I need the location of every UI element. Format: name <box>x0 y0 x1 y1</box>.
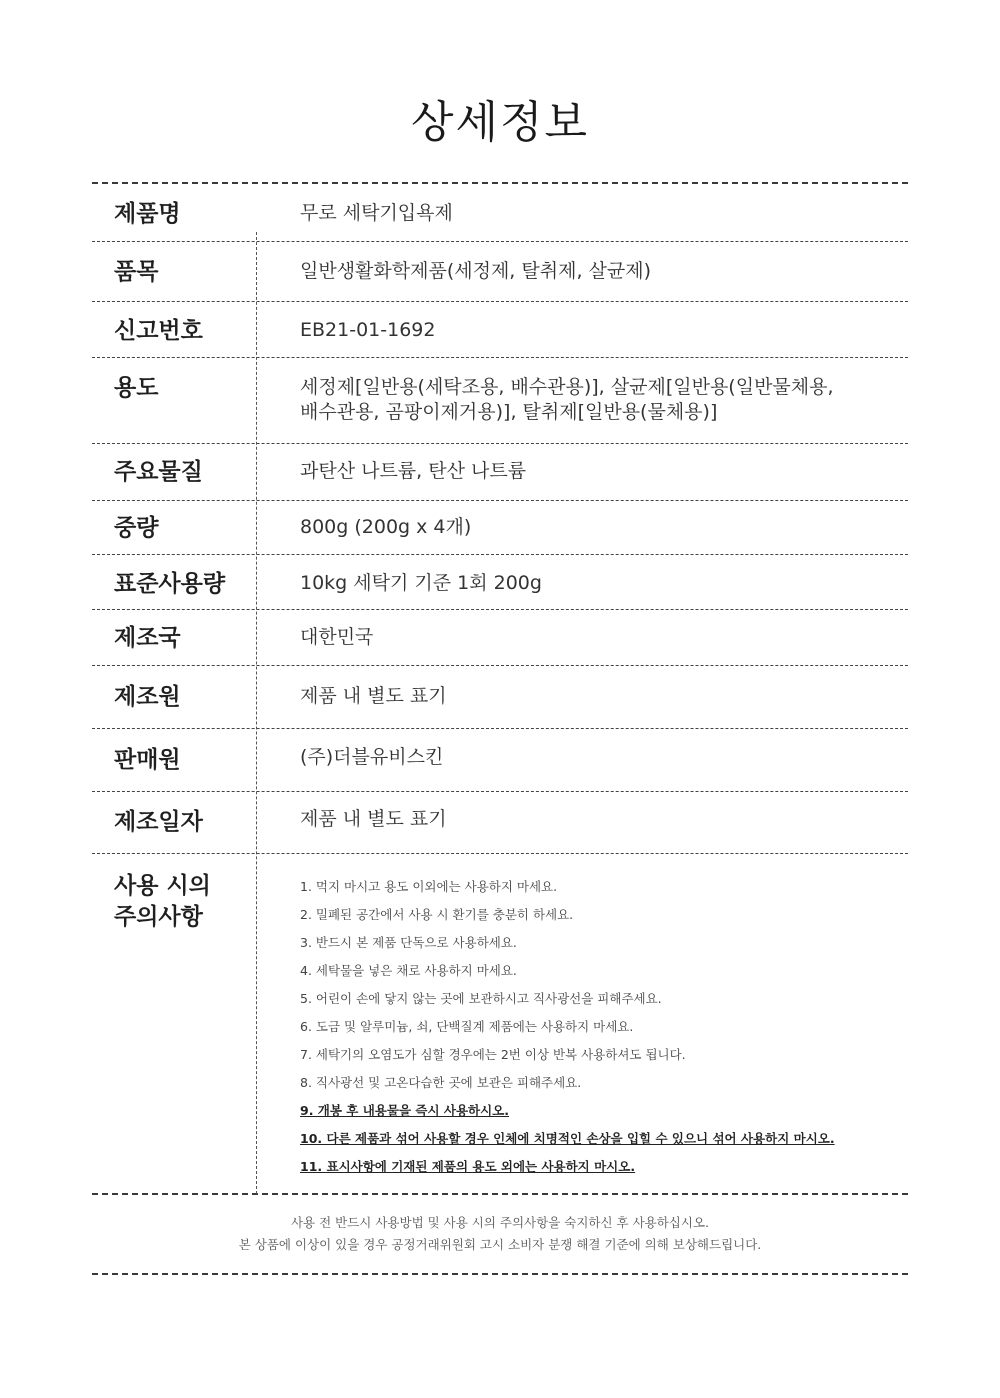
row-value: 제품 내 별도 표기 <box>300 685 447 707</box>
caution-item: 1. 먹지 마시고 용도 이외에는 사용하지 마세요. <box>300 879 558 894</box>
row-value-line: 세정제[일반용(세탁조용, 배수관용)], 살균제[일반용(일반물체용, <box>300 376 834 398</box>
column-divider <box>256 232 257 1194</box>
row-label: 제조일자 <box>114 809 203 835</box>
row-label: 신고번호 <box>114 318 203 344</box>
row-divider <box>92 665 908 666</box>
row-divider <box>92 853 908 854</box>
caution-item: 2. 밀폐된 공간에서 사용 시 환기를 충분히 하세요. <box>300 907 574 922</box>
caution-item: 7. 세탁기의 오염도가 심할 경우에는 2번 이상 반복 사용하셔도 됩니다. <box>300 1047 686 1062</box>
caution-item-emphasis: 10. 다른 제품과 섞어 사용할 경우 인체에 치명적인 손상을 입힐 수 있으니 섞어 사용하지 마시오. <box>300 1131 835 1146</box>
caution-item: 4. 세탁물을 넣은 채로 사용하지 마세요. <box>300 963 517 978</box>
row-label: 용도 <box>114 375 159 401</box>
row-label: 품목 <box>114 259 159 285</box>
bottom-divider <box>92 1273 908 1275</box>
row-divider <box>92 554 908 555</box>
table-bottom-divider <box>92 1193 908 1195</box>
row-value: EB21-01-1692 <box>300 319 436 341</box>
row-label: 주요물질 <box>114 459 203 485</box>
row-value: 10kg 세탁기 기준 1회 200g <box>300 572 542 594</box>
row-value: 일반생활화학제품(세정제, 탈취제, 살균제) <box>300 260 652 282</box>
page-title: 상세정보 <box>410 97 589 148</box>
row-value-line: 배수관용, 곰팡이제거용)], 탈취제[일반용(물체용)] <box>300 401 718 423</box>
caution-item: 5. 어린이 손에 닿지 않는 곳에 보관하시고 직사광선을 피해주세요. <box>300 991 662 1006</box>
row-value: 과탄산 나트륨, 탄산 나트륨 <box>300 460 527 482</box>
footer-line: 본 상품에 이상이 있을 경우 공정거래위원회 고시 소비자 분쟁 해결 기준에 의해 보상해드립니다. <box>238 1237 762 1252</box>
caution-label-line: 사용 시의 <box>114 873 211 899</box>
top-divider <box>92 182 908 184</box>
caution-item: 3. 반드시 본 제품 단독으로 사용하세요. <box>300 935 517 950</box>
row-value: (주)더블유비스킨 <box>300 746 444 768</box>
row-divider <box>92 301 908 302</box>
row-label: 제조원 <box>114 684 181 710</box>
row-label: 판매원 <box>114 747 181 773</box>
row-value <box>300 375 880 425</box>
row-divider <box>92 357 908 358</box>
caution-label-line: 주의사항 <box>114 904 203 930</box>
row-label <box>114 871 211 933</box>
row-label: 제조국 <box>114 625 181 651</box>
row-divider <box>92 500 908 501</box>
row-label: 표준사용량 <box>114 571 226 597</box>
row-value: 800g (200g x 4개) <box>300 516 472 538</box>
footer-notice <box>0 1212 1000 1256</box>
caution-item: 8. 직사광선 및 고온다습한 곳에 보관은 피해주세요. <box>300 1075 582 1090</box>
caution-list <box>300 877 900 1185</box>
row-label: 제품명 <box>114 201 181 227</box>
row-value: 무로 세탁기입욕제 <box>300 202 453 224</box>
row-divider <box>92 241 908 242</box>
row-divider <box>92 609 908 610</box>
caution-item: 6. 도금 및 알루미늄, 쇠, 단백질계 제품에는 사용하지 마세요. <box>300 1019 634 1034</box>
row-value: 제품 내 별도 표기 <box>300 808 447 830</box>
caution-item-emphasis: 9. 개봉 후 내용물을 즉시 사용하시오. <box>300 1103 510 1118</box>
row-value: 대한민국 <box>300 626 374 648</box>
row-divider <box>92 443 908 444</box>
caution-item-emphasis: 11. 표시사항에 기재된 제품의 용도 외에는 사용하지 마시오. <box>300 1159 636 1174</box>
row-divider <box>92 791 908 792</box>
footer-line: 사용 전 반드시 사용방법 및 사용 시의 주의사항을 숙지하신 후 사용하십시오. <box>290 1215 710 1230</box>
row-divider <box>92 728 908 729</box>
row-label: 중량 <box>114 515 159 541</box>
